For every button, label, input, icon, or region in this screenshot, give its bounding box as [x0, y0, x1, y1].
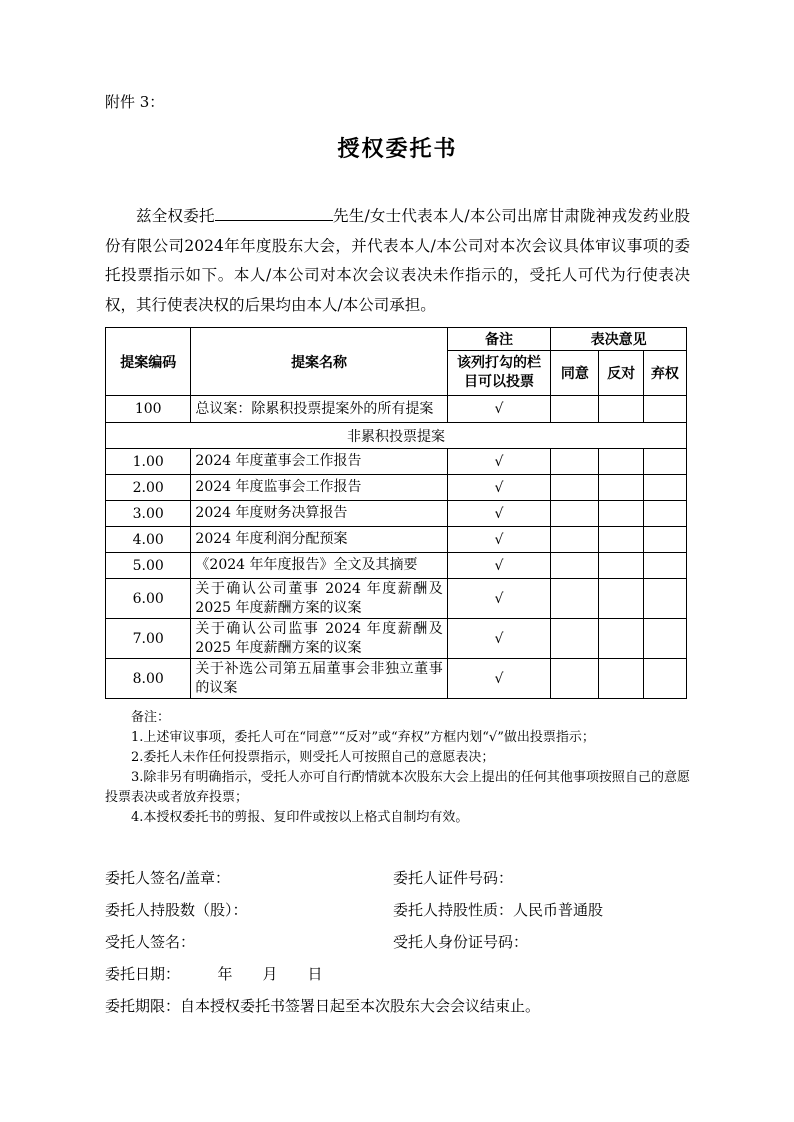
remark-check-cell: √ [447, 396, 551, 423]
proposal-code-cell: 8.00 [106, 659, 191, 699]
proposal-name-cell: 2024 年度董事会工作报告 [191, 449, 447, 475]
remark-check-cell: √ [447, 501, 551, 527]
entrust-period-label: 委托期限：自本授权委托书签署日起至本次股东大会会议结束止。 [105, 997, 541, 1015]
vote-abstain-cell [643, 619, 686, 659]
vote-abstain-cell [643, 396, 686, 423]
principal-signature-label: 委托人签名/盖章： [105, 869, 231, 887]
col-header-abstain: 弃权 [643, 351, 686, 396]
signature-row [105, 996, 690, 1017]
vote-abstain-cell [643, 449, 686, 475]
vote-abstain-cell [643, 475, 686, 501]
table-row [106, 527, 687, 553]
note-item-2: 2.委托人未作任何投票指示，则受托人可按照自己的意愿表决； [131, 750, 495, 765]
vote-against-cell [599, 449, 643, 475]
vote-abstain-cell [643, 659, 686, 699]
proposal-name-cell: 关于确认公司监事 2024 年度薪酬及 2025 年度薪酬方案的议案 [191, 619, 447, 659]
signature-row [105, 964, 690, 985]
note-item-4: 4.本授权委托书的剪报、复印件或按以上格式自制均有效。 [131, 810, 469, 825]
vote-against-cell [599, 475, 643, 501]
proposal-code-cell: 7.00 [106, 619, 191, 659]
vote-agree-cell [551, 475, 599, 501]
proposal-name-cell: 关于补选公司第五届董事会非独立董事的议案 [191, 659, 447, 699]
proposal-code-cell: 5.00 [106, 553, 191, 579]
vote-abstain-cell [643, 527, 686, 553]
col-header-proposal-name: 提案名称 [191, 328, 447, 396]
remark-check-cell: √ [447, 579, 551, 619]
vote-against-cell [599, 619, 643, 659]
table-row [106, 449, 687, 475]
proposal-code-cell: 2.00 [106, 475, 191, 501]
col-header-remark-note: 该列打勾的栏目可以投票 [447, 351, 551, 396]
vote-against-cell [599, 396, 643, 423]
vote-agree-cell [551, 527, 599, 553]
trustee-id-number-label: 受托人身份证号码： [393, 933, 529, 951]
table-row-general-proposal [106, 396, 687, 423]
attachment-label: 附件 3： [105, 93, 165, 111]
remark-check-cell: √ [447, 527, 551, 553]
table-section-row [106, 423, 687, 449]
vote-agree-cell [551, 659, 599, 699]
trustee-signature-label: 受托人签名： [105, 933, 196, 951]
proposal-code-cell: 1.00 [106, 449, 191, 475]
preamble-paragraph [105, 202, 690, 320]
remark-check-cell: √ [447, 553, 551, 579]
vote-against-cell [599, 659, 643, 699]
col-header-proposal-code: 提案编码 [106, 328, 191, 396]
note-item-3: 3.除非另有明确指示，受托人亦可自行酌情就本次股东大会上提出的任何其他事项按照自己的意愿投票表决或者放弃投票； [105, 770, 690, 805]
proposal-name-cell: 《2024 年年度报告》全文及其摘要 [191, 553, 447, 579]
vote-agree-cell [551, 396, 599, 423]
notes-label: 备注： [131, 710, 171, 725]
vote-agree-cell [551, 553, 599, 579]
vote-against-cell [599, 501, 643, 527]
proposal-name-cell: 总议案：除累积投票提案外的所有提案 [191, 396, 447, 423]
vote-against-cell [599, 527, 643, 553]
vote-abstain-cell [643, 553, 686, 579]
vote-abstain-cell [643, 501, 686, 527]
col-header-agree: 同意 [551, 351, 599, 396]
proposal-code-cell: 3.00 [106, 501, 191, 527]
table-row [106, 501, 687, 527]
principal-shares-label: 委托人持股数（股）： [105, 901, 248, 919]
proposal-code-cell: 100 [106, 396, 191, 423]
vote-agree-cell [551, 449, 599, 475]
signature-section [105, 868, 690, 1017]
table-row [106, 553, 687, 579]
vote-agree-cell [551, 501, 599, 527]
remark-check-cell: √ [447, 619, 551, 659]
vote-agree-cell [551, 579, 599, 619]
table-row [106, 659, 687, 699]
proposal-name-cell: 关于确认公司董事 2024 年度薪酬及 2025 年度薪酬方案的议案 [191, 579, 447, 619]
proposal-name-cell: 2024 年度监事会工作报告 [191, 475, 447, 501]
vote-against-cell [599, 553, 643, 579]
proposal-code-cell: 4.00 [106, 527, 191, 553]
remark-check-cell: √ [447, 449, 551, 475]
signature-row [105, 868, 690, 889]
proposal-name-cell: 2024 年度财务决算报告 [191, 501, 447, 527]
preamble-text-before-blank: 兹全权委托 [136, 207, 215, 225]
table-row [106, 579, 687, 619]
principal-share-type-label: 委托人持股性质：人民币普通股 [393, 901, 604, 919]
signature-row [105, 932, 690, 953]
document-title: 授权委托书 [337, 136, 458, 162]
vote-abstain-cell [643, 579, 686, 619]
preamble-text-after-blank: 先生/女士代表本人/本公司出席甘肃陇神戎发药业股份有限公司2024年年度股东大会，并代表本人/本公司对本次会议具体审议事项的委托投票指示如下。本人/本公司对本次会议表决未作指示的，受托人可代为行使表决权，其行使表决权的后果均由本人/本公司承担。 [105, 207, 690, 314]
remark-check-cell: √ [447, 475, 551, 501]
section-row-label: 非累积投票提案 [106, 423, 687, 449]
col-header-against: 反对 [599, 351, 643, 396]
proposal-code-cell: 6.00 [106, 579, 191, 619]
table-header-row-1 [106, 328, 687, 351]
vote-against-cell [599, 579, 643, 619]
table-row [106, 475, 687, 501]
signature-row [105, 900, 690, 921]
proxy-name-blank [215, 205, 333, 221]
col-header-vote-opinion: 表决意见 [551, 328, 687, 351]
notes-section [105, 708, 690, 828]
entrust-date-label: 委托日期： 年 月 日 [105, 965, 323, 983]
table-row [106, 619, 687, 659]
note-item-1: 1.上述审议事项，委托人可在“同意”“反对”或“弃权”方框内划“√”做出投票指示； [131, 730, 595, 745]
principal-id-number-label: 委托人证件号码： [393, 869, 514, 887]
proposals-table [105, 327, 687, 699]
vote-agree-cell [551, 619, 599, 659]
col-header-remark: 备注 [447, 328, 551, 351]
remark-check-cell: √ [447, 659, 551, 699]
proposal-name-cell: 2024 年度利润分配预案 [191, 527, 447, 553]
